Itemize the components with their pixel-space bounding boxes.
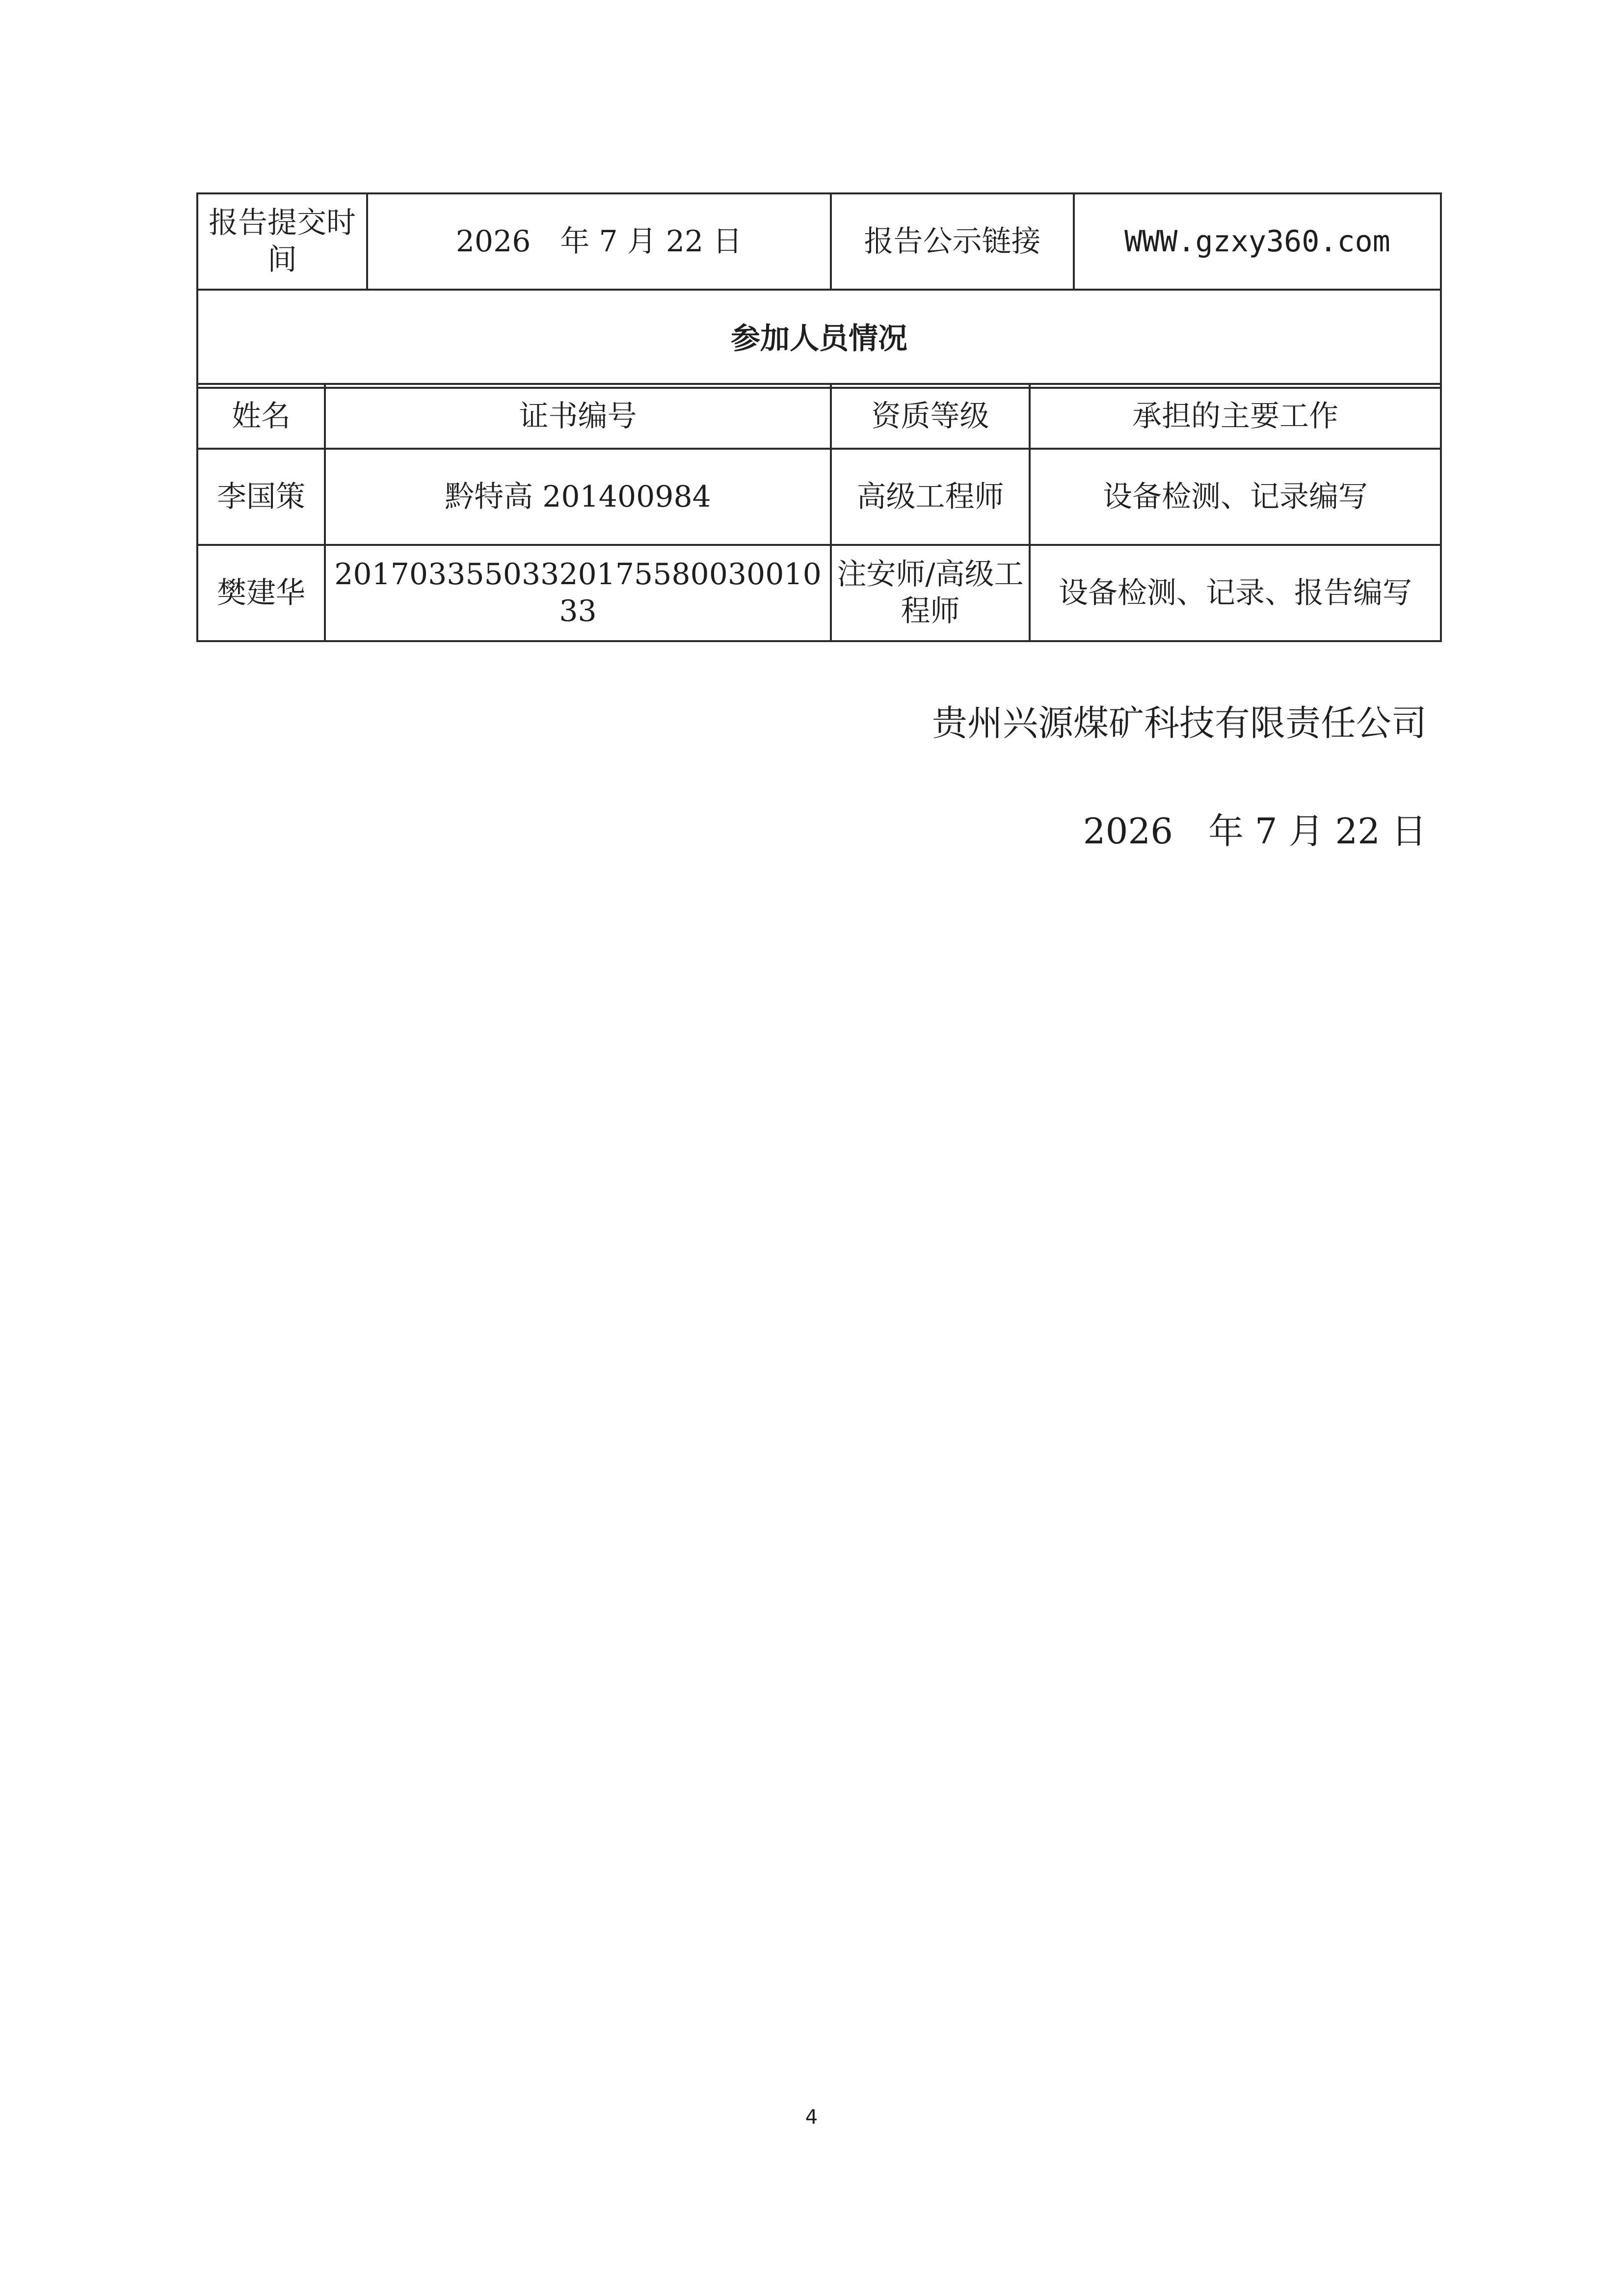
page-number: 4 — [805, 2106, 818, 2129]
participant-main-work: 设备检测、记录、报告编写 — [1030, 545, 1441, 641]
participant-qualification: 注安师/高级工程师 — [831, 545, 1030, 641]
participant-cert-no: 黔特高 201400984 — [325, 449, 831, 545]
participant-name: 樊建华 — [197, 545, 325, 641]
participants-header-row — [197, 384, 1441, 449]
participants-section-title: 参加人员情况 — [197, 290, 1441, 388]
header-main-work: 承担的主要工作 — [1030, 384, 1441, 449]
signature-date: 2026 年 7 月 22 日 — [1083, 810, 1427, 852]
section-title-row — [197, 290, 1441, 388]
company-signature: 贵州兴源煤矿科技有限责任公司 — [931, 702, 1427, 744]
public-link-value: WWW.gzxy360.com — [1074, 193, 1441, 290]
participant-name: 李国策 — [197, 449, 325, 545]
table-row — [197, 545, 1441, 641]
public-link-label: 报告公示链接 — [831, 193, 1074, 290]
participant-cert-no: 201703355033201755800300103​3 — [325, 545, 831, 641]
table-row — [197, 449, 1441, 545]
submit-info-row — [197, 193, 1441, 290]
submit-time-label: 报告提交时间 — [197, 193, 367, 290]
header-qualification: 资质等级 — [831, 384, 1030, 449]
submit-time-value: 2026 年 7 月 22 日 — [367, 193, 831, 290]
header-cert-no: 证书编号 — [325, 384, 831, 449]
participants-table — [196, 383, 1442, 642]
header-name: 姓名 — [197, 384, 325, 449]
report-info-table — [196, 192, 1442, 389]
participant-main-work: 设备检测、记录编写 — [1030, 449, 1441, 545]
participant-qualification: 高级工程师 — [831, 449, 1030, 545]
